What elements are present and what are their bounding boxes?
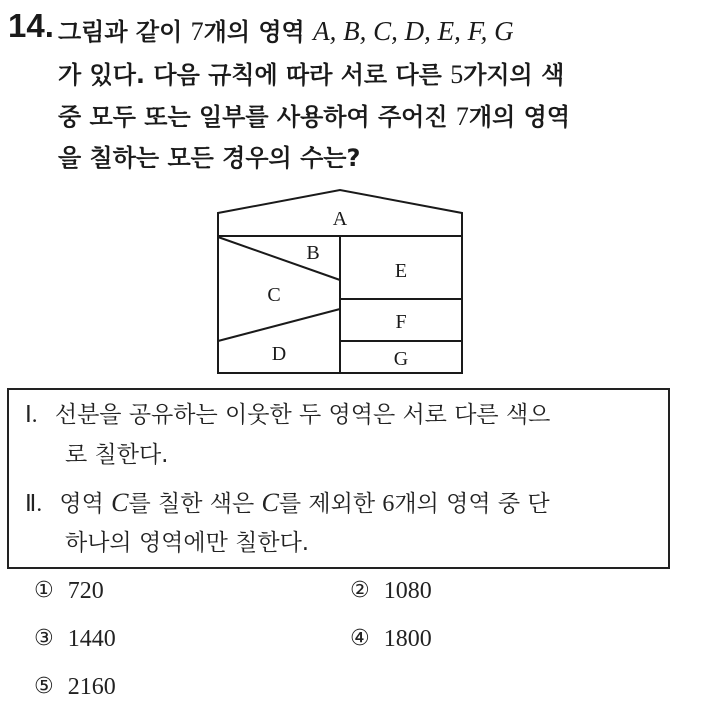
choice-mark: ④ [350, 626, 370, 651]
choice-value: 1440 [67, 626, 116, 652]
stem-text: 그림과 같이 [58, 18, 191, 46]
rule-2-numeral: Ⅱ. [25, 491, 43, 516]
region-label-f: F [395, 311, 407, 333]
rule-1-line-2 [65, 438, 169, 472]
question-stem-line-3 [58, 100, 570, 134]
choice-mark: ② [350, 578, 370, 603]
rule-1-numeral: Ⅰ. [25, 402, 38, 427]
region-label-g: G [393, 348, 409, 370]
stem-text: 개의 영역 [468, 103, 570, 131]
b-c-divider [218, 237, 340, 280]
rule-text: 로 칠한다. [65, 442, 169, 468]
rule-text: 개의 영역 중 단 [394, 491, 550, 517]
stem-number: 5 [450, 60, 464, 89]
region-label-a: A [332, 208, 348, 230]
region-label-d: D [271, 343, 287, 365]
stem-text: 가 있다. 다음 규칙에 따라 서로 다른 [58, 61, 451, 89]
stem-text: 개의 영역 [203, 18, 314, 46]
choice-mark: ① [34, 578, 54, 603]
rule-text: 선분을 공유하는 이웃한 두 영역은 서로 다른 색으 [54, 402, 551, 428]
answer-choice-1[interactable] [34, 576, 104, 606]
stem-text: 을 칠하는 모든 경우의 수는? [58, 144, 361, 172]
rule-number: 6 [382, 491, 395, 517]
question-stem-line-1 [58, 14, 514, 49]
stem-text: 중 모두 또는 일부를 사용하여 주어진 [58, 103, 456, 131]
answer-choice-2[interactable] [350, 576, 432, 606]
stem-text: 가지의 색 [463, 61, 565, 89]
rule-1-line-1 [25, 398, 550, 432]
choice-mark: ③ [34, 626, 54, 651]
rule-text: 영역 [59, 491, 112, 517]
rule-text: 하나의 영역에만 칠한다. [65, 530, 310, 556]
region-figure [210, 185, 470, 380]
stem-number: 7 [455, 102, 469, 131]
rule-variable: C [111, 488, 129, 517]
rule-2-line-2 [65, 526, 309, 560]
region-label-e: E [394, 260, 408, 282]
rule-text: 를 제외한 [278, 491, 383, 517]
answer-choice-4[interactable] [350, 624, 432, 654]
rule-text: 를 칠한 색은 [128, 491, 262, 517]
choice-value: 1080 [383, 578, 432, 604]
question-number: 14. [8, 7, 54, 44]
choice-value: 2160 [67, 674, 116, 700]
region-label-b: B [306, 242, 320, 264]
rule-variable: C [261, 488, 279, 517]
answer-choice-3[interactable] [34, 624, 116, 654]
c-d-divider [218, 309, 340, 341]
choice-mark: ⑤ [34, 674, 54, 699]
region-label-c: C [267, 284, 281, 306]
choice-value: 1800 [383, 626, 432, 652]
question-stem-line-4 [58, 141, 360, 175]
answer-choice-5[interactable] [34, 672, 116, 702]
rule-2-line-1 [25, 486, 550, 521]
stem-number: 7 [190, 17, 204, 46]
rules-box [7, 388, 670, 569]
stem-region-list: A, B, C, D, E, F, G [313, 16, 514, 46]
choice-value: 720 [67, 578, 104, 604]
question-stem-line-2 [58, 58, 564, 92]
region-diagram [210, 185, 470, 380]
